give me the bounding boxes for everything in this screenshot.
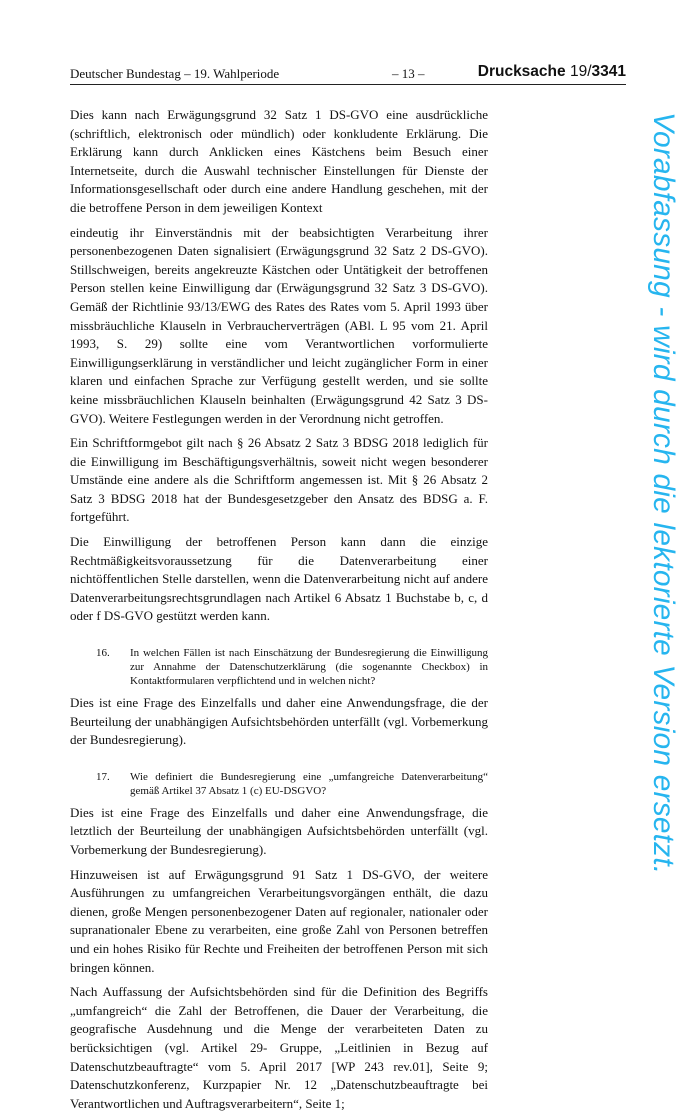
document-number [478,63,626,81]
answer-paragraph: Dies ist eine Frage des Einzelfalls und daher eine Anwendungsfrage, die der Beurteilung der unabhängigen Aufsichtsbehörden unterfällt (vgl. Vorbemerkung der Bundesregierung). [70,695,488,748]
page-body [70,106,488,1119]
doc-number: 3341 [591,63,626,80]
paragraph: Dies kann nach Erwägungsgrund 32 Satz 1 DS-GVO eine ausdrückliche (schriftlich, elektronisch oder mündlich) oder konkludente Erklärung. Die Erklärung kann durch Anklicken eines Kästchens beim Besuch einer Internetseite, durch die Auswahl technischer Einstellungen für Dienste der Informationsgesellschaft oder durch eine andere Handlung geschehen, mit der die betroffene Person in dem jeweiligen Kontext [70,107,488,215]
answer-paragraph: Hinzuweisen ist auf Erwägungsgrund 91 Satz 1 DS-GVO, der weitere Ausführungen zu umfangreichen Verarbeitungsvorgängen enthält, die dazu dienen, große Mengen personenbezogener Daten auf regionaler, nationaler oder supranationaler Ebene zu verarbeiten, eine große Zahl von Personen betreffen und ein hohes Risiko für Rechte und Freiheiten der betroffenen Person mit sich bringen können. [70,866,488,975]
doc-label: Drucksache [477,63,566,80]
question-text: Wie definiert die Bundesregierung eine „umfangreiche Datenverarbeitung“ gemäß Artikel 37 Absatz 1 (c) EU-DSGVO? [130,770,488,797]
question-17 [96,770,488,798]
answer-paragraph: Nach Auffassung der Aufsichtsbehörden sind für die Definition des Begriffs „umfangreich“ die Zahl der Betroffenen, die Dauer der Verarbeitung, die geografische Ausdehnung und die Menge der verarbeiteten Daten zu berücksichtigen (vgl. Artikel 29- Gruppe, „Leitlinien in Bezug auf Datenschutzbeauftragte“ vom 5. April 2017 [WP 243 rev.01], Seite 9; Datenschutzkonferenz, Kurzpapier Nr. 12 „Datenschutzbeauftragte bei Verantwortlichen und Auftragsverarbeitern“, Seite 1; [70,984,488,1111]
header-publication: Deutscher Bundestag – 19. Wahlperiode [70,66,280,81]
question-number: 17. [96,770,110,783]
preliminary-version-watermark [646,112,686,882]
question-16 [96,646,488,688]
watermark-text: Vorabfassung - wird durch die lektorierte Version ersetzt. [647,112,680,875]
doc-period: 19/ [569,63,592,80]
question-text: In welchen Fällen ist nach Einschätzung der Bundesregierung die Einwilligung zur Annahme der Datenschutzerklärung (die sogenannte Checkbox) in Kontaktformularen verpflichtend und in welchen nicht? [130,647,488,688]
page-number: – 13 – [392,66,425,81]
page-header [70,62,626,85]
paragraph: eindeutig ihr Einverständnis mit der beabsichtigten Verarbeitung ihrer personenbezogenen Daten signalisiert (Erwägungsgrund 32 Satz 2 DS-GVO). Stillschweigen, bereits angekreuzte Kästchen oder Untätigkeit der betroffenen Person stellen keine Einwilligung dar (Erwägungsgrund 32 Satz 3 DS-GVO). Gemäß der Richtlinie 93/13/EWG des Rates des Rates vom 5. April 1993 über missbräuchliche Klauseln in Verbraucherverträgen (ABl. L 95 vom 21. April 1993, S. 29) sollte eine vom Verantwortlichen vorformulierte Einwilligungserklärung in verständlicher und leicht zugänglicher Form in einer klaren und einfachen Sprache zur Verfügung gestellt werden, und sie sollte keine missbräuchlichen Klauseln beinhalten (Erwägungsgrund 42 Satz 3 DS-GVO). Weitere Festlegungen werden in der Verordnung nicht getroffen. [70,224,488,426]
paragraph: Die Einwilligung der betroffenen Person kann dann die einzige Rechtmäßigkeitsvoraussetzung für die Datenverarbeitung einer nichtöffentlichen Stelle darstellen, wenn die Datenverarbeitung nicht auf andere Datenverarbeitungsrechtsgrundlagen nach Artikel 6 Absatz 1 Buchstabe b, c, d oder f DS-GVO gestützt werden kann. [70,534,488,624]
question-number: 16. [96,647,110,660]
answer-paragraph: Dies ist eine Frage des Einzelfalls und daher eine Anwendungsfrage, die letztlich der Beurteilung der unabhängigen Aufsichtsbehörden unterfällt (vgl. Vorbemerkung der Bundesregierung). [70,804,488,857]
paragraph: Ein Schriftformgebot gilt nach § 26 Absatz 2 Satz 3 BDSG 2018 lediglich für die Einwilligung im Beschäftigungsverhältnis, soweit nicht wegen besonderer Umstände eine andere als die Schriftform angemessen ist. Mit § 26 Absatz 2 Satz 3 BDSG 2018 hat der Bundesgesetzgeber den Ansatz des BDSG a. F. fortgeführt. [70,435,488,525]
